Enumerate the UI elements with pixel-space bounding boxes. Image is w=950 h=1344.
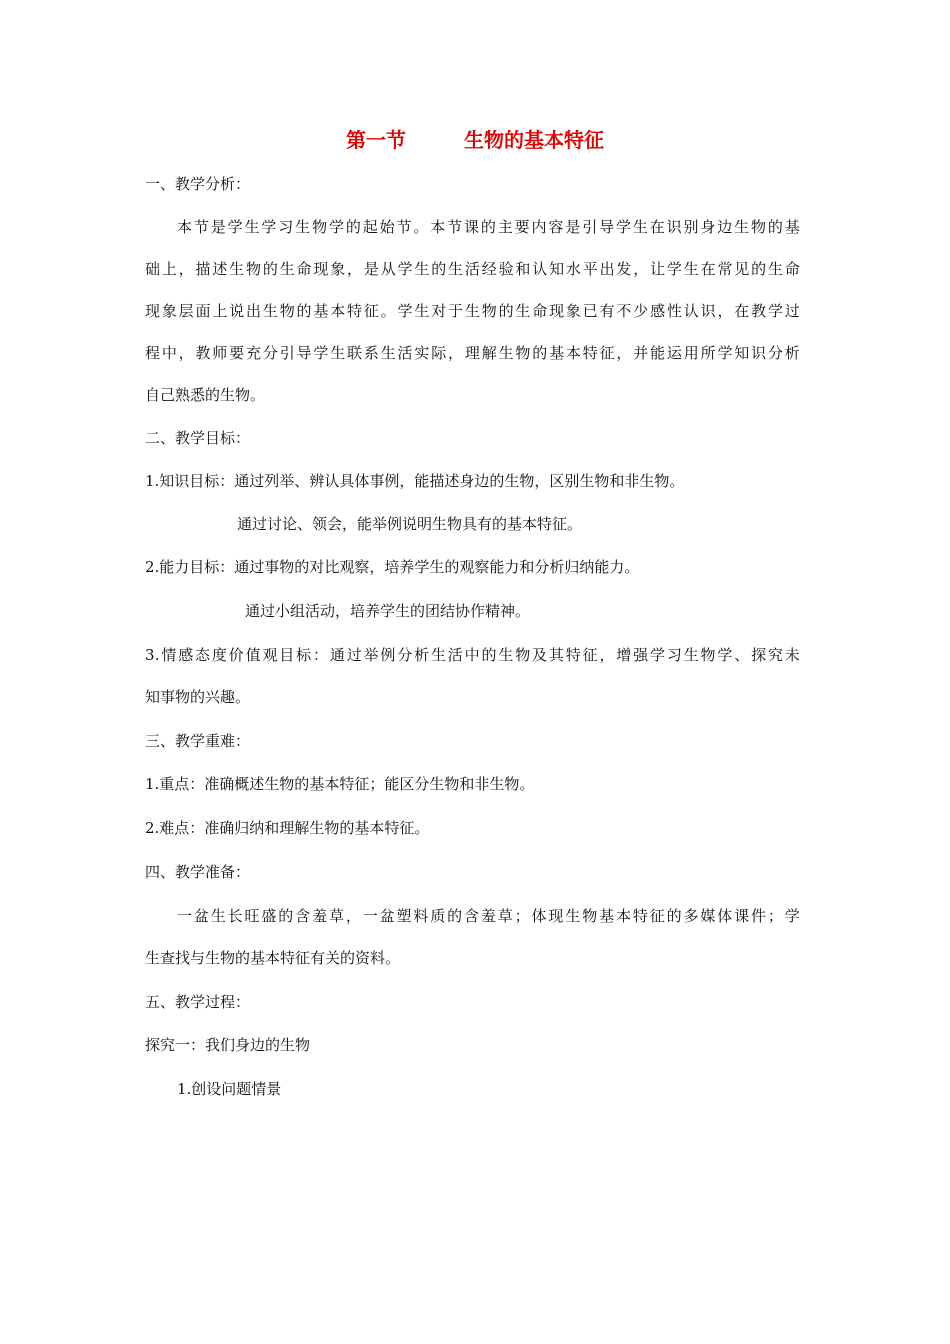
page-title	[0, 124, 950, 153]
goal-knowledge-continued: 通过讨论、领会，能举例说明生物具有的基本特征。	[237, 515, 583, 533]
difficult-point: 2.难点：准确归纳和理解生物的基本特征。	[145, 819, 430, 837]
title-section-name: 生物的基本特征	[464, 128, 604, 152]
analysis-paragraph-line: 现象层面上说出生物的基本特征。学生对于生物的生命现象已有不少感性认识，在教学过	[145, 302, 800, 320]
goals-heading: 二、教学目标：	[145, 429, 251, 447]
title-section-number: 第一节	[346, 128, 406, 152]
goal-attitude-continued: 知事物的兴趣。	[145, 688, 251, 706]
goal-ability-continued: 通过小组活动，培养学生的团结协作精神。	[245, 602, 531, 620]
explore-heading: 探究一：我们身边的生物	[145, 1036, 311, 1054]
preparation-line: 生查找与生物的基本特征有关的资料。	[145, 949, 401, 967]
analysis-paragraph-line: 本节是学生学习生物学的起始节。本节课的主要内容是引导学生在识别身边生物的基	[177, 218, 800, 236]
explore-step: 1.创设问题情景	[177, 1080, 282, 1098]
goal-attitude: 3.情感态度价值观目标：通过举例分析生活中的生物及其特征，增强学习生物学、探究未	[145, 646, 800, 664]
analysis-paragraph-line: 程中，教师要充分引导学生联系生活实际，理解生物的基本特征，并能运用所学知识分析	[145, 344, 800, 362]
key-point: 1.重点：准确概述生物的基本特征；能区分生物和非生物。	[145, 775, 535, 793]
goal-ability: 2.能力目标：通过事物的对比观察，培养学生的观察能力和分析归纳能力。	[145, 558, 640, 576]
analysis-paragraph-line: 础上，描述生物的生命现象，是从学生的生活经验和认知水平出发，让学生在常见的生命	[145, 260, 800, 278]
process-heading: 五、教学过程：	[145, 993, 251, 1011]
goal-knowledge: 1.知识目标：通过列举、辨认具体事例，能描述身边的生物，区别生物和非生物。	[145, 472, 685, 490]
analysis-paragraph-line: 自己熟悉的生物。	[145, 386, 266, 404]
preparation-line: 一盆生长旺盛的含羞草，一盆塑料质的含羞草；体现生物基本特征的多媒体课件；学	[177, 907, 800, 925]
key-points-heading: 三、教学重难：	[145, 732, 251, 750]
analysis-heading: 一、教学分析：	[145, 175, 251, 193]
preparation-heading: 四、教学准备：	[145, 863, 251, 881]
